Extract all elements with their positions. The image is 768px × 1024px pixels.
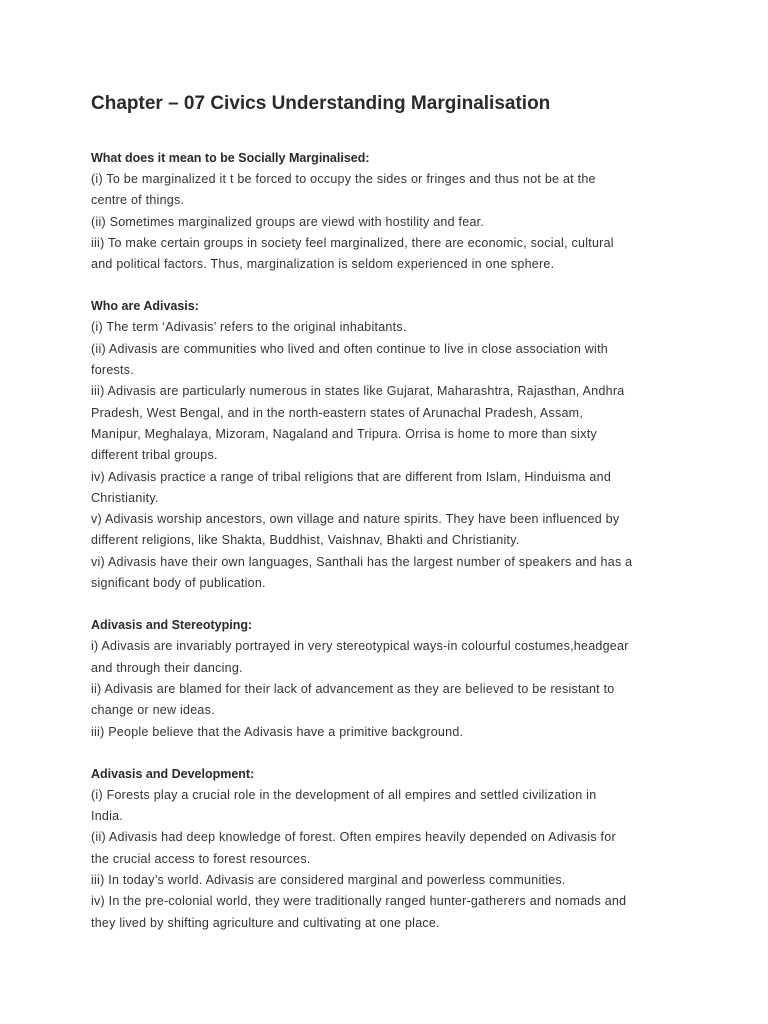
paragraph-line: iii) People believe that the Adivasis have a primitive background. [91, 724, 464, 739]
paragraph-line: vi) Adivasis have their own languages, Santhali has the largest number of speakers and has a [91, 554, 633, 569]
section-heading: What does it mean to be Socially Marginalised: [91, 151, 370, 165]
paragraph-line: centre of things. [91, 193, 185, 208]
page-title: Chapter – 07 Civics Understanding Marginalisation [91, 93, 551, 114]
paragraph-line: different tribal groups. [91, 448, 218, 463]
paragraph-line: iii) To make certain groups in society feel marginalized, there are economic, social, cultural [91, 235, 614, 250]
paragraph-line: (ii) Adivasis had deep knowledge of forest. Often empires heavily depended on Adivasis for [91, 830, 616, 845]
section-development [91, 764, 708, 934]
section-heading: Adivasis and Development: [91, 766, 255, 781]
section-socially-marginalised [91, 148, 708, 275]
paragraph-line: v) Adivasis worship ancestors, own village and nature spirits. They have been influenced by [91, 512, 620, 527]
paragraph-line: the crucial access to forest resources. [91, 851, 311, 866]
paragraph-line: iii) Adivasis are particularly numerous in states like Gujarat, Maharashtra, Rajasthan, Andhra [91, 384, 625, 399]
paragraph-line: and through their dancing. [91, 660, 243, 675]
paragraph-line: (i) The term ‘Adivasis’ refers to the original inhabitants. [91, 320, 407, 335]
paragraph-line: Christianity. [91, 490, 159, 505]
paragraph-line: iv) In the pre-colonial world, they were traditionally ranged hunter-gatherers and nomads and [91, 894, 627, 909]
paragraph-line: Manipur, Meghalaya, Mizoram, Nagaland and Tripura. Orrisa is home to more than sixty [91, 426, 597, 441]
paragraph-line: forests. [91, 363, 134, 378]
paragraph-line: (i) Forests play a crucial role in the development of all empires and settled civilization in [91, 787, 597, 802]
paragraph-line: different religions, like Shakta, Buddhist, Vaishnav, Bhakti and Christianity. [91, 533, 520, 548]
paragraph-line: iv) Adivasis practice a range of tribal religions that are different from Islam, Hinduisma and [91, 469, 612, 484]
paragraph-line: they lived by shifting agriculture and cultivating at one place. [91, 915, 440, 930]
paragraph-line: and political factors. Thus, marginalization is seldom experienced in one sphere. [91, 257, 555, 272]
section-who-are-adivasis [91, 296, 708, 594]
paragraph-line: Pradesh, West Bengal, and in the north-eastern states of Arunachal Pradesh, Assam, [91, 405, 584, 420]
section-heading: Who are Adivasis: [91, 299, 199, 314]
paragraph-line: i) Adivasis are invariably portrayed in very stereotypical ways-in colourful costumes,headgear [91, 639, 629, 654]
paragraph-line: significant body of publication. [91, 576, 266, 591]
section-heading: Adivasis and Stereotyping: [91, 618, 253, 633]
paragraph-line: (ii) Sometimes marginalized groups are viewd with hostility and fear. [91, 214, 485, 229]
paragraph-line: India. [91, 809, 124, 824]
paragraph-line: (i) To be marginalized it t be forced to occupy the sides or fringes and thus not be at the [91, 172, 596, 186]
paragraph-line: change or new ideas. [91, 703, 215, 718]
paragraph-line: ii) Adivasis are blamed for their lack of advancement as they are believed to be resistant to [91, 681, 615, 696]
section-stereotyping [91, 615, 708, 742]
paragraph-line: (ii) Adivasis are communities who lived and often continue to live in close association with [91, 341, 608, 356]
paragraph-line: iii) In today’s world. Adivasis are considered marginal and powerless communities. [91, 873, 566, 888]
